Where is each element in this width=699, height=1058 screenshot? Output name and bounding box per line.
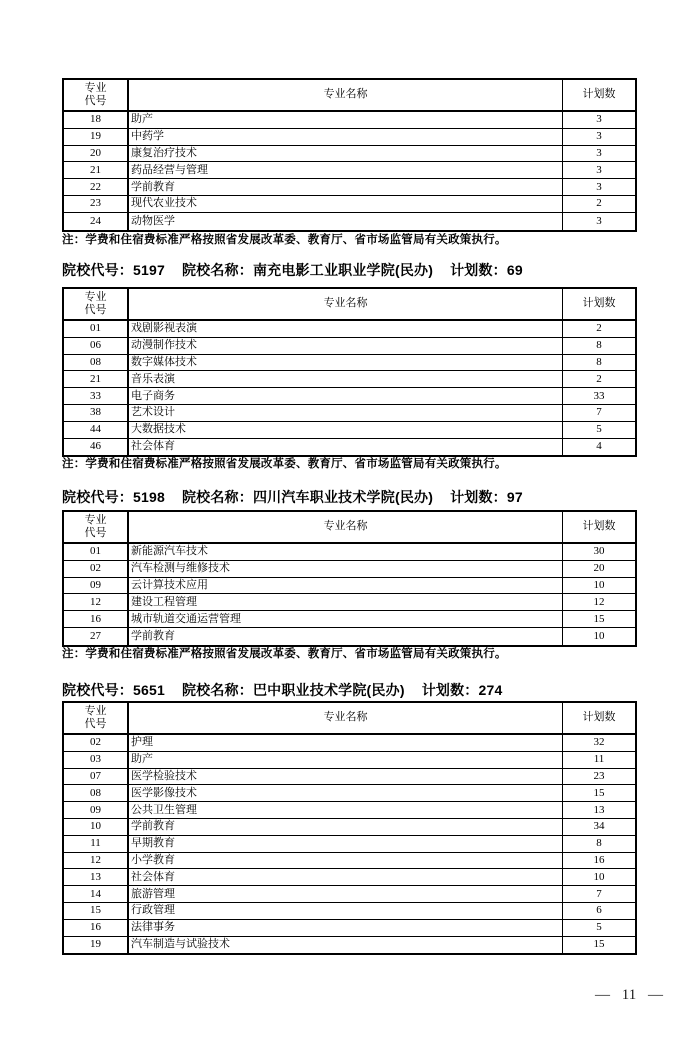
major-name-cell: 大数据技术 — [129, 422, 563, 438]
major-name-cell: 社会体育 — [129, 439, 563, 456]
major-name-cell: 行政管理 — [129, 903, 563, 919]
plan-count-cell: 2 — [596, 322, 602, 335]
plan-count-cell: 13 — [593, 803, 605, 816]
plan-total-label: 计划数： — [421, 682, 479, 698]
major-code-cell: 16 — [64, 920, 129, 936]
table-row — [64, 819, 635, 836]
majors-table-5198 — [62, 510, 637, 647]
plan-count-cell: 3 — [596, 130, 602, 143]
table-row — [64, 853, 635, 870]
table-header-row — [64, 512, 635, 544]
table-row — [64, 338, 635, 355]
plan-count-cell: 3 — [596, 146, 602, 159]
plan-count-cell: 15 — [593, 786, 605, 799]
major-name-cell: 汽车制造与试验技术 — [129, 937, 563, 954]
plan-count-cell: 7 — [596, 887, 602, 900]
major-name-cell: 旅游管理 — [129, 886, 563, 902]
plan-count-cell: 30 — [593, 545, 605, 558]
table-row — [64, 886, 635, 903]
table-row — [64, 836, 635, 853]
institution-name: 四川汽车职业技术学院(民办) — [252, 489, 434, 505]
plan-total: 97 — [506, 489, 523, 505]
column-header-plan-count-cell: 计划数 — [582, 520, 616, 533]
major-name-cell: 艺术设计 — [129, 405, 563, 421]
major-name-cell: 音乐表演 — [129, 371, 563, 387]
major-name-cell: 康复治疗技术 — [129, 146, 563, 162]
majors-table-5197 — [62, 287, 637, 457]
table-row — [64, 422, 635, 439]
table-row — [64, 146, 635, 163]
institution-name-label: 院校名称： — [181, 489, 253, 505]
table-row — [64, 594, 635, 611]
plan-count-cell: 23 — [593, 769, 605, 782]
table-row — [64, 196, 635, 213]
major-name-cell: 学前教育 — [129, 179, 563, 195]
major-name-cell: 建设工程管理 — [129, 594, 563, 610]
major-name-cell: 早期教育 — [129, 836, 563, 852]
major-code-cell: 03 — [64, 752, 129, 768]
table-row — [64, 802, 635, 819]
plan-count-cell: 10 — [593, 629, 605, 642]
table-row — [64, 752, 635, 769]
column-header-plan-count-cell: 计划数 — [582, 297, 616, 310]
table-row — [64, 869, 635, 886]
major-code-cell: 11 — [64, 836, 129, 852]
institution-code: 5197 — [133, 262, 165, 278]
major-code-cell: 09 — [64, 578, 129, 594]
plan-count-cell: 3 — [596, 113, 602, 126]
plan-count-cell: 2 — [596, 197, 602, 210]
column-header-plan-count-cell: 计划数 — [582, 711, 616, 724]
major-code-cell: 21 — [64, 162, 129, 178]
major-code-cell: 02 — [64, 735, 129, 751]
institution-code-label: 院校代号： — [62, 262, 133, 278]
plan-count-cell: 33 — [593, 389, 605, 402]
plan-total: 69 — [506, 262, 523, 278]
major-code-cell: 02 — [64, 561, 129, 577]
plan-count-cell: 20 — [593, 562, 605, 575]
major-name-cell: 助产 — [129, 752, 563, 768]
institution-name-label: 院校名称： — [181, 682, 253, 698]
institution-header-5651 — [62, 682, 502, 698]
major-code-cell: 19 — [64, 937, 129, 954]
major-code-cell: 21 — [64, 371, 129, 387]
table-row — [64, 544, 635, 561]
table-header-row — [64, 703, 635, 735]
plan-count-cell: 10 — [593, 870, 605, 883]
column-header-major-name-cell: 专业名称 — [129, 289, 563, 319]
major-code-cell: 15 — [64, 903, 129, 919]
plan-count-cell: 5 — [596, 423, 602, 436]
table-row — [64, 785, 635, 802]
plan-count-cell: 32 — [593, 736, 605, 749]
major-name-cell: 电子商务 — [129, 388, 563, 404]
table-row — [64, 371, 635, 388]
column-header-major-code-cell: 专业 代号 — [64, 289, 129, 319]
column-header-plan-count-cell: 计划数 — [582, 88, 616, 101]
major-name-cell: 汽车检测与维修技术 — [129, 561, 563, 577]
major-code-cell: 38 — [64, 405, 129, 421]
major-name-cell: 小学教育 — [129, 853, 563, 869]
institution-name: 巴中职业技术学院(民办) — [252, 682, 405, 698]
major-code-cell: 27 — [64, 628, 129, 645]
major-name-cell: 云计算技术应用 — [129, 578, 563, 594]
major-code-cell: 08 — [64, 355, 129, 371]
major-name-cell: 城市轨道交通运营管理 — [129, 611, 563, 627]
table-row — [64, 561, 635, 578]
major-code-cell: 01 — [64, 321, 129, 337]
plan-count-cell: 3 — [596, 214, 602, 227]
majors-table-continued — [62, 78, 637, 232]
table-row — [64, 179, 635, 196]
major-name-cell: 医学影像技术 — [129, 785, 563, 801]
major-name-cell: 学前教育 — [129, 819, 563, 835]
table-row — [64, 903, 635, 920]
plan-count-cell: 11 — [593, 753, 605, 766]
major-code-cell: 33 — [64, 388, 129, 404]
fee-note: 注：学费和住宿费标准严格按照省发展改革委、教育厅、省市场监管局有关政策执行。 — [62, 648, 507, 660]
major-name-cell: 现代农业技术 — [129, 196, 563, 212]
table-row — [64, 129, 635, 146]
major-name-cell: 戏剧影视表演 — [129, 321, 563, 337]
plan-count-cell: 34 — [593, 820, 605, 833]
institution-name: 南充电影工业职业学院(民办) — [252, 262, 434, 278]
table-row — [64, 321, 635, 338]
major-code-cell: 10 — [64, 819, 129, 835]
major-code-cell: 12 — [64, 853, 129, 869]
table-row — [64, 405, 635, 422]
major-code-cell: 22 — [64, 179, 129, 195]
major-name-cell: 动物医学 — [129, 213, 563, 230]
plan-count-cell: 10 — [593, 578, 605, 591]
table-row — [64, 112, 635, 129]
plan-count-cell: 8 — [596, 355, 602, 368]
table-row — [64, 162, 635, 179]
column-header-major-code-cell: 专业 代号 — [64, 703, 129, 733]
table-header-row — [64, 80, 635, 112]
table-row — [64, 735, 635, 752]
major-code-cell: 44 — [64, 422, 129, 438]
table-row — [64, 355, 635, 372]
plan-total-label: 计划数： — [450, 489, 507, 505]
plan-total-label: 计划数： — [450, 262, 507, 278]
major-name-cell: 医学检验技术 — [129, 769, 563, 785]
major-name-cell: 学前教育 — [129, 628, 563, 645]
major-name-cell: 公共卫生管理 — [129, 802, 563, 818]
major-name-cell: 法律事务 — [129, 920, 563, 936]
column-header-major-name-cell: 专业名称 — [129, 80, 563, 110]
major-name-cell: 数字媒体技术 — [129, 355, 563, 371]
institution-code: 5651 — [133, 682, 165, 698]
major-name-cell: 药品经营与管理 — [129, 162, 563, 178]
table-row — [64, 388, 635, 405]
major-code-cell: 14 — [64, 886, 129, 902]
institution-code-label: 院校代号： — [62, 682, 133, 698]
column-header-major-name-cell: 专业名称 — [129, 703, 563, 733]
plan-count-cell: 3 — [596, 163, 602, 176]
major-name-cell: 动漫制作技术 — [129, 338, 563, 354]
institution-header-5197 — [62, 262, 523, 278]
major-name-cell: 社会体育 — [129, 869, 563, 885]
plan-count-cell: 15 — [593, 612, 605, 625]
table-row — [64, 439, 635, 456]
major-code-cell: 23 — [64, 196, 129, 212]
institution-header-5198 — [62, 489, 523, 505]
plan-count-cell: 4 — [596, 440, 602, 453]
major-code-cell: 13 — [64, 869, 129, 885]
plan-count-cell: 6 — [596, 904, 602, 917]
major-code-cell: 01 — [64, 544, 129, 560]
plan-count-cell: 5 — [596, 921, 602, 934]
major-code-cell: 18 — [64, 112, 129, 128]
major-code-cell: 08 — [64, 785, 129, 801]
column-header-major-code-cell: 专业 代号 — [64, 512, 129, 542]
plan-count-cell: 7 — [596, 406, 602, 419]
major-code-cell: 19 — [64, 129, 129, 145]
fee-note: 注：学费和住宿费标准严格按照省发展改革委、教育厅、省市场监管局有关政策执行。 — [62, 234, 507, 246]
table-row — [64, 628, 635, 645]
plan-count-cell: 8 — [596, 837, 602, 850]
major-code-cell: 24 — [64, 213, 129, 230]
major-name-cell: 中药学 — [129, 129, 563, 145]
column-header-major-name-cell: 专业名称 — [129, 512, 563, 542]
page-number: — 11 — — [595, 987, 663, 1003]
majors-table-5651 — [62, 701, 637, 955]
table-row — [64, 920, 635, 937]
plan-count-cell: 16 — [593, 853, 605, 866]
major-name-cell: 助产 — [129, 112, 563, 128]
major-name-cell: 新能源汽车技术 — [129, 544, 563, 560]
plan-count-cell: 12 — [593, 595, 605, 608]
table-row — [64, 937, 635, 954]
major-name-cell: 护理 — [129, 735, 563, 751]
plan-count-cell: 15 — [593, 938, 605, 951]
plan-count-cell: 3 — [596, 180, 602, 193]
table-row — [64, 578, 635, 595]
major-code-cell: 06 — [64, 338, 129, 354]
major-code-cell: 12 — [64, 594, 129, 610]
institution-code: 5198 — [133, 489, 165, 505]
plan-total: 274 — [478, 682, 503, 698]
plan-count-cell: 8 — [596, 339, 602, 352]
institution-name-label: 院校名称： — [181, 262, 253, 278]
column-header-major-code-cell: 专业 代号 — [64, 80, 129, 110]
plan-count-cell: 2 — [596, 372, 602, 385]
table-row — [64, 769, 635, 786]
major-code-cell: 07 — [64, 769, 129, 785]
table-row — [64, 611, 635, 628]
major-code-cell: 20 — [64, 146, 129, 162]
table-header-row — [64, 289, 635, 321]
fee-note: 注：学费和住宿费标准严格按照省发展改革委、教育厅、省市场监管局有关政策执行。 — [62, 458, 507, 470]
table-row — [64, 213, 635, 230]
major-code-cell: 16 — [64, 611, 129, 627]
institution-code-label: 院校代号： — [62, 489, 133, 505]
major-code-cell: 09 — [64, 802, 129, 818]
major-code-cell: 46 — [64, 439, 129, 456]
